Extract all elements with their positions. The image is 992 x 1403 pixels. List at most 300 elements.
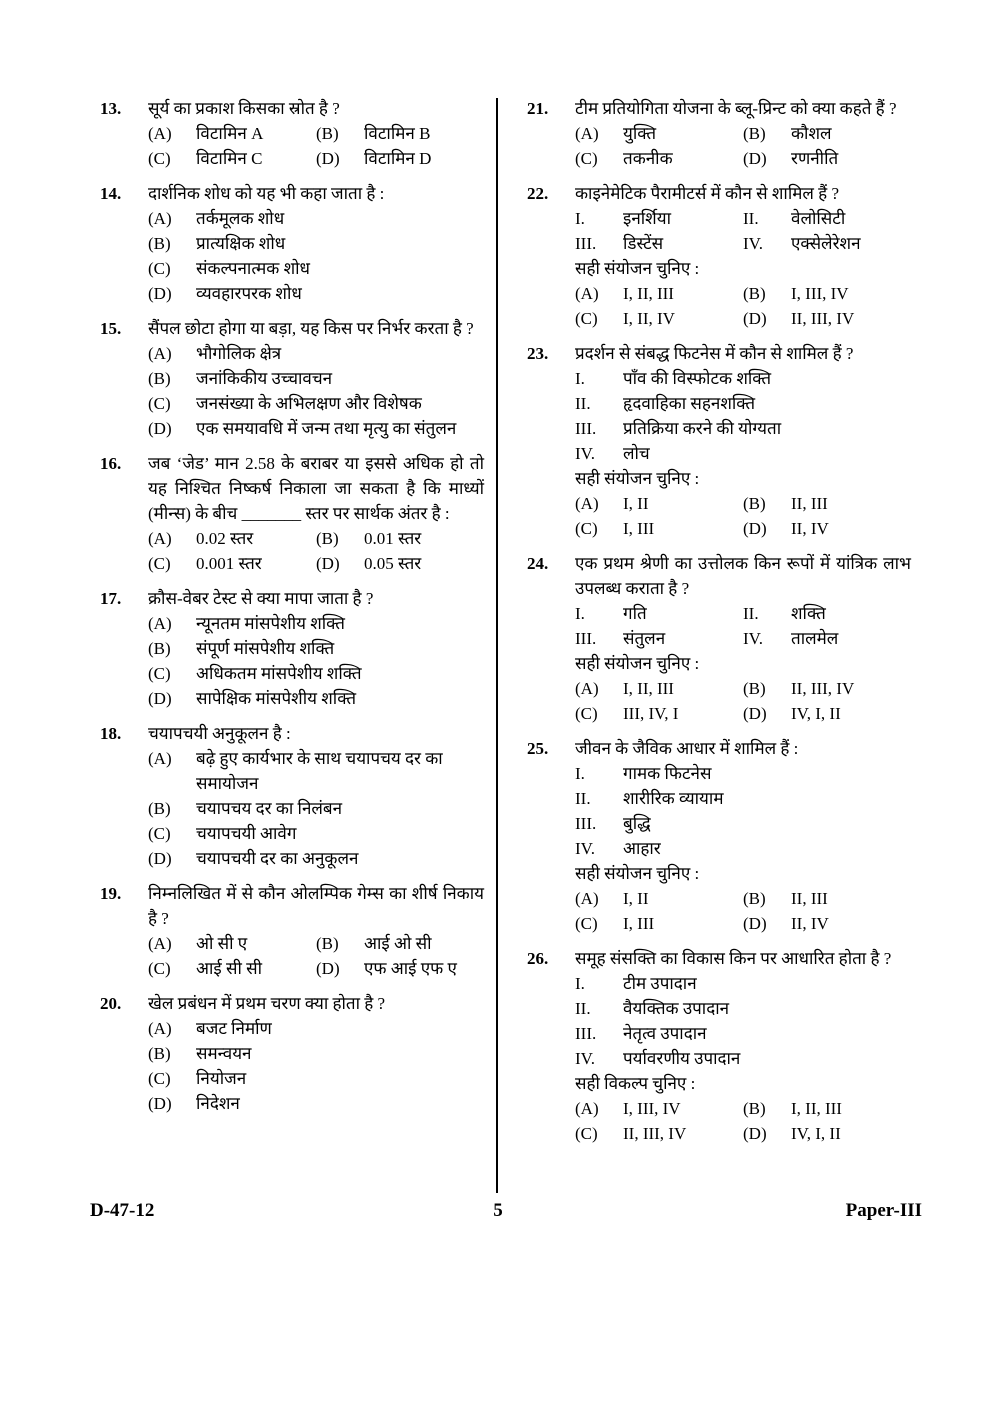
question-number: 17. [100,589,122,608]
option-letter: (C) [148,394,171,413]
option-text: कौशल [791,124,832,143]
choose-combination-instruction: सही संयोजन चुनिए : [575,864,700,883]
statement-item [575,366,911,391]
statement-numeral: I. [575,209,585,228]
option-text: एक समयावधि में जन्म तथा मृत्यु का संतुलन [196,419,457,438]
statement-item [575,601,743,626]
answer-option [148,956,316,981]
option-letter: (A) [148,124,172,143]
option-letter: (C) [148,259,171,278]
answer-option [148,611,484,636]
statement-text: एक्सेलेरेशन [791,234,861,253]
choose-combination-instruction: सही संयोजन चुनिए : [575,469,700,488]
question-text: खेल प्रबंधन में प्रथम चरण क्या होता है ? [148,994,386,1013]
statement-numeral: I. [575,369,585,388]
statement-item [743,206,911,231]
option-text: IV, I, II [791,704,841,723]
answer-option [575,1096,743,1121]
question-text: सैंपल छोटा होगा या बड़ा, यह किस पर निर्भर करता है ? [148,319,474,338]
option-text: I, III [623,519,655,538]
option-text: रणनीति [791,149,839,168]
option-text: I, III, IV [791,284,849,303]
option-text: I, II [623,889,649,908]
choose-combination-instruction: सही विकल्प चुनिए : [575,1074,696,1093]
option-text: प्रात्यक्षिक शोध [196,234,286,253]
statement-item [575,996,911,1021]
answer-option [316,551,484,576]
answer-option [743,121,911,146]
answer-option [743,146,911,171]
question-13 [100,96,484,171]
option-text: चयापचयी दर का अनुकूलन [196,849,359,868]
question-text: समूह संसक्ति का विकास किन पर आधारित होता है ? [575,949,892,968]
option-letter: (B) [316,124,339,143]
option-letter: (C) [575,149,598,168]
statement-text: आहार [623,839,661,858]
option-text: II, IV [791,914,829,933]
statement-item [575,836,911,861]
statement-numeral: II. [575,789,591,808]
answer-option [148,821,484,846]
question-body [575,736,911,936]
option-letter: (C) [148,664,171,683]
statement-text: शारीरिक व्यायाम [623,789,724,808]
answer-option [148,746,484,796]
statement-text: इनर्शिया [623,209,672,228]
statement-text: गति [623,604,647,623]
question-body [575,96,911,171]
statement-item [575,971,911,996]
option-letter: (C) [575,519,598,538]
options-group [575,281,911,331]
statement-list [575,601,911,651]
option-text: भौगोलिक क्षेत्र [196,344,282,363]
option-letter: (D) [743,519,767,538]
question-text: एक प्रथम श्रेणी का उत्तोलक किन रूपों में यांत्रिक लाभ उपलब्ध कराता है ? [575,554,911,598]
options-group [575,1096,911,1146]
answer-option [743,491,911,516]
statement-numeral: II. [575,394,591,413]
answer-option [148,391,484,416]
option-text: II, III [791,494,828,513]
option-letter: (D) [148,849,172,868]
option-letter: (C) [148,824,171,843]
footer-paper-label: Paper-III [845,1200,922,1221]
option-text: विटामिन A [196,124,264,143]
answer-option [148,366,484,391]
option-letter: (A) [575,1099,599,1118]
options-group [148,746,484,871]
option-text: आई ओ सी [364,934,432,953]
option-letter: (A) [575,284,599,303]
option-text: बढ़े हुए कार्यभार के साथ चयापचय दर का समायोजन [196,749,443,793]
answer-option [575,121,743,146]
question-text: जीवन के जैविक आधार में शामिल हैं : [575,739,799,758]
option-letter: (B) [148,369,171,388]
option-letter: (B) [743,889,766,908]
statement-text: वैयक्तिक उपादान [623,999,730,1018]
option-text: I, III, IV [623,1099,681,1118]
option-text: 0.05 स्तर [364,554,422,573]
options-group [148,526,484,576]
question-19 [100,881,484,981]
statement-numeral: III. [575,1024,597,1043]
question-number: 21. [527,99,549,118]
answer-option [575,1121,743,1146]
answer-option [148,1066,484,1091]
option-text: निदेशन [196,1094,240,1113]
option-text: II, III, IV [791,679,855,698]
statement-numeral: I. [575,604,585,623]
question-number: 23. [527,344,549,363]
statement-text: बुद्धि [623,814,651,833]
option-letter: (D) [743,149,767,168]
option-letter: (D) [148,1094,172,1113]
option-letter: (D) [148,689,172,708]
question-body [148,991,484,1116]
option-letter: (A) [148,1019,172,1038]
footer-page-number: 5 [493,1200,503,1221]
statement-text: वेलोसिटी [791,209,846,228]
choose-combination-instruction: सही संयोजन चुनिए : [575,654,700,673]
answer-option [148,661,484,686]
question-number: 22. [527,184,549,203]
option-text: विटामिन C [196,149,263,168]
question-15 [100,316,484,441]
question-body [575,946,911,1146]
answer-option [148,206,484,231]
question-body [148,96,484,171]
answer-option [148,1041,484,1066]
statement-item [575,1021,911,1046]
statement-item [743,601,911,626]
option-letter: (A) [148,529,172,548]
option-text: विटामिन D [364,149,432,168]
statement-numeral: IV. [575,839,595,858]
question-body [575,341,911,541]
option-text: 0.01 स्तर [364,529,422,548]
options-group [575,886,911,936]
answer-option [148,551,316,576]
statement-numeral: IV. [575,444,595,463]
option-text: III, IV, I [623,704,679,723]
question-number: 25. [527,739,549,758]
question-number: 20. [100,994,122,1013]
answer-option [148,636,484,661]
option-text: I, II, III [623,284,674,303]
option-letter: (B) [316,529,339,548]
answer-option [743,1096,911,1121]
answer-option [148,146,316,171]
statement-item [743,626,911,651]
question-body [148,181,484,306]
answer-option [575,306,743,331]
question-22 [527,181,911,331]
option-text: 0.001 स्तर [196,554,262,573]
option-text: युक्ति [623,124,657,143]
option-text: चयापचयी आवेग [196,824,297,843]
option-text: I, II, III [791,1099,842,1118]
option-letter: (A) [148,934,172,953]
choose-combination-instruction: सही संयोजन चुनिए : [575,259,700,278]
options-group [575,676,911,726]
option-letter: (B) [148,639,171,658]
options-group [148,611,484,711]
option-text: तकनीक [623,149,673,168]
answer-option [575,491,743,516]
answer-option [743,886,911,911]
answer-option [743,676,911,701]
answer-option [575,911,743,936]
question-25 [527,736,911,936]
option-text: न्यूनतम मांसपेशीय शक्ति [196,614,345,633]
question-17 [100,586,484,711]
option-text: II, III, IV [791,309,855,328]
options-group [148,931,484,981]
answer-option [148,1016,484,1041]
answer-option [575,886,743,911]
footer-paper-code: D-47-12 [90,1200,155,1221]
statement-numeral: II. [743,209,759,228]
column-divider-rule [496,98,498,1193]
right-question-column [527,96,911,1156]
answer-option [575,676,743,701]
statement-text: पर्यावरणीय उपादान [623,1049,741,1068]
option-letter: (C) [575,914,598,933]
options-group [575,121,911,171]
options-group [148,121,484,171]
options-group [148,206,484,306]
statement-text: टीम उपादान [623,974,697,993]
option-text: एफ आई एफ ए [364,959,457,978]
statement-list [575,761,911,861]
answer-option [316,956,484,981]
answer-option [575,516,743,541]
option-letter: (C) [148,554,171,573]
option-letter: (B) [148,799,171,818]
option-text: I, II, III [623,679,674,698]
options-group [575,491,911,541]
option-letter: (A) [575,494,599,513]
option-letter: (D) [316,149,340,168]
option-letter: (D) [743,309,767,328]
option-letter: (D) [148,284,172,303]
option-text: ओ सी ए [196,934,248,953]
option-letter: (A) [575,124,599,143]
answer-option [148,256,484,281]
answer-option [148,1091,484,1116]
statement-list [575,366,911,466]
option-letter: (B) [743,284,766,303]
question-21 [527,96,911,171]
answer-option [575,701,743,726]
statement-item [575,626,743,651]
option-text: संपूर्ण मांसपेशीय शक्ति [196,639,335,658]
option-text: व्यवहारपरक शोध [196,284,302,303]
option-letter: (B) [148,1044,171,1063]
answer-option [148,416,484,441]
answer-option [743,911,911,936]
question-text: जब ‘जेड’ मान 2.58 के बराबर या इससे अधिक हो तो यह निश्चित निष्कर्ष निकाला जा सकता है कि माध्यों (मीन्स) के बीच _______ स्तर पर सार्थक अंतर है : [148,454,484,523]
option-text: II, III, IV [623,1124,687,1143]
statement-text: डिस्टेंस [623,234,664,253]
option-text: बजट निर्माण [196,1019,272,1038]
option-letter: (A) [575,889,599,908]
option-letter: (B) [743,494,766,513]
option-letter: (A) [575,679,599,698]
option-letter: (D) [743,704,767,723]
statement-item [575,761,911,786]
statement-text: लोच [623,444,650,463]
answer-option [575,146,743,171]
option-letter: (D) [743,914,767,933]
option-letter: (D) [316,959,340,978]
question-body [148,881,484,981]
option-text: अधिकतम मांसपेशीय शक्ति [196,664,362,683]
option-letter: (A) [148,614,172,633]
statement-text: प्रतिक्रिया करने की योग्यता [623,419,782,438]
question-text: सूर्य का प्रकाश किसका स्रोत है ? [148,99,340,118]
option-letter: (D) [316,554,340,573]
statement-numeral: III. [575,629,597,648]
option-letter: (D) [148,419,172,438]
option-text: जनांकिकीय उच्चावचन [196,369,333,388]
option-letter: (B) [743,1099,766,1118]
question-body [148,721,484,871]
statement-text: पाँव की विस्फोटक शक्ति [623,369,772,388]
statement-item [575,416,911,441]
question-number: 26. [527,949,549,968]
statement-text: तालमेल [791,629,839,648]
question-text: प्रदर्शन से संबद्ध फिटनेस में कौन से शामिल हैं ? [575,344,854,363]
question-number: 15. [100,319,122,338]
option-letter: (B) [743,124,766,143]
option-text: 0.02 स्तर [196,529,254,548]
option-text: नियोजन [196,1069,247,1088]
statement-numeral: I. [575,974,585,993]
question-20 [100,991,484,1116]
option-text: IV, I, II [791,1124,841,1143]
statement-item [575,391,911,416]
option-text: I, II, IV [623,309,675,328]
option-text: तर्कमूलक शोध [196,209,285,228]
question-body [148,451,484,576]
statement-text: संतुलन [623,629,666,648]
question-number: 24. [527,554,549,573]
question-text: दार्शनिक शोध को यह भी कहा जाता है : [148,184,385,203]
option-text: संकल्पनात्मक शोध [196,259,311,278]
question-number: 19. [100,884,122,903]
answer-option [316,146,484,171]
statement-numeral: III. [575,234,597,253]
statement-item [575,206,743,231]
question-24 [527,551,911,726]
answer-option [148,931,316,956]
answer-option [316,526,484,551]
question-18 [100,721,484,871]
question-number: 13. [100,99,122,118]
statement-item [743,231,911,256]
statement-text: शक्ति [791,604,826,623]
option-text: समन्वयन [196,1044,252,1063]
options-group [148,341,484,441]
option-text: I, III [623,914,655,933]
statement-numeral: IV. [743,629,763,648]
statement-list [575,206,911,256]
option-letter: (A) [148,209,172,228]
statement-numeral: III. [575,419,597,438]
statement-numeral: IV. [743,234,763,253]
answer-option [743,306,911,331]
statement-list [575,971,911,1071]
answer-option [148,281,484,306]
question-text: टीम प्रतियोगिता योजना के ब्लू-प्रिन्ट को क्या कहते हैं ? [575,99,897,118]
question-text: क्रौस-वेबर टेस्ट से क्या मापा जाता है ? [148,589,374,608]
option-letter: (C) [148,959,171,978]
option-letter: (C) [148,1069,171,1088]
question-body [148,586,484,711]
option-text: जनसंख्या के अभिलक्षण और विशेषक [196,394,422,413]
answer-option [148,341,484,366]
statement-text: गामक फिटनेस [623,764,712,783]
option-text: II, IV [791,519,829,538]
question-text: काइनेमेटिक पैरामीटर्स में कौन से शामिल हैं ? [575,184,840,203]
option-letter: (D) [743,1124,767,1143]
answer-option [148,686,484,711]
question-body [575,181,911,331]
answer-option [148,121,316,146]
question-number: 16. [100,454,122,473]
option-letter: (C) [575,704,598,723]
option-letter: (B) [743,679,766,698]
question-14 [100,181,484,306]
question-23 [527,341,911,541]
option-letter: (C) [575,309,598,328]
statement-numeral: II. [743,604,759,623]
answer-option [148,846,484,871]
option-letter: (B) [148,234,171,253]
option-letter: (A) [148,344,172,363]
option-letter: (A) [148,749,172,768]
question-16 [100,451,484,576]
statement-item [575,811,911,836]
answer-option [575,281,743,306]
answer-option [743,701,911,726]
question-text: निम्नलिखित में से कौन ओलम्पिक गेम्स का शीर्ष निकाय है ? [148,884,484,928]
question-26 [527,946,911,1146]
left-question-column [100,96,484,1126]
option-text: I, II [623,494,649,513]
statement-item [575,441,911,466]
answer-option [148,231,484,256]
question-number: 18. [100,724,122,743]
statement-item [575,1046,911,1071]
question-number: 14. [100,184,122,203]
answer-option [743,1121,911,1146]
answer-option [148,526,316,551]
answer-option [316,121,484,146]
answer-option [743,516,911,541]
question-body [575,551,911,726]
statement-text: नेतृत्व उपादान [623,1024,707,1043]
question-body [148,316,484,441]
option-text: सापेक्षिक मांसपेशीय शक्ति [196,689,357,708]
statement-text: हृदवाहिका सहनशक्ति [623,394,756,413]
statement-numeral: III. [575,814,597,833]
option-letter: (C) [148,149,171,168]
statement-numeral: II. [575,999,591,1018]
statement-item [575,231,743,256]
